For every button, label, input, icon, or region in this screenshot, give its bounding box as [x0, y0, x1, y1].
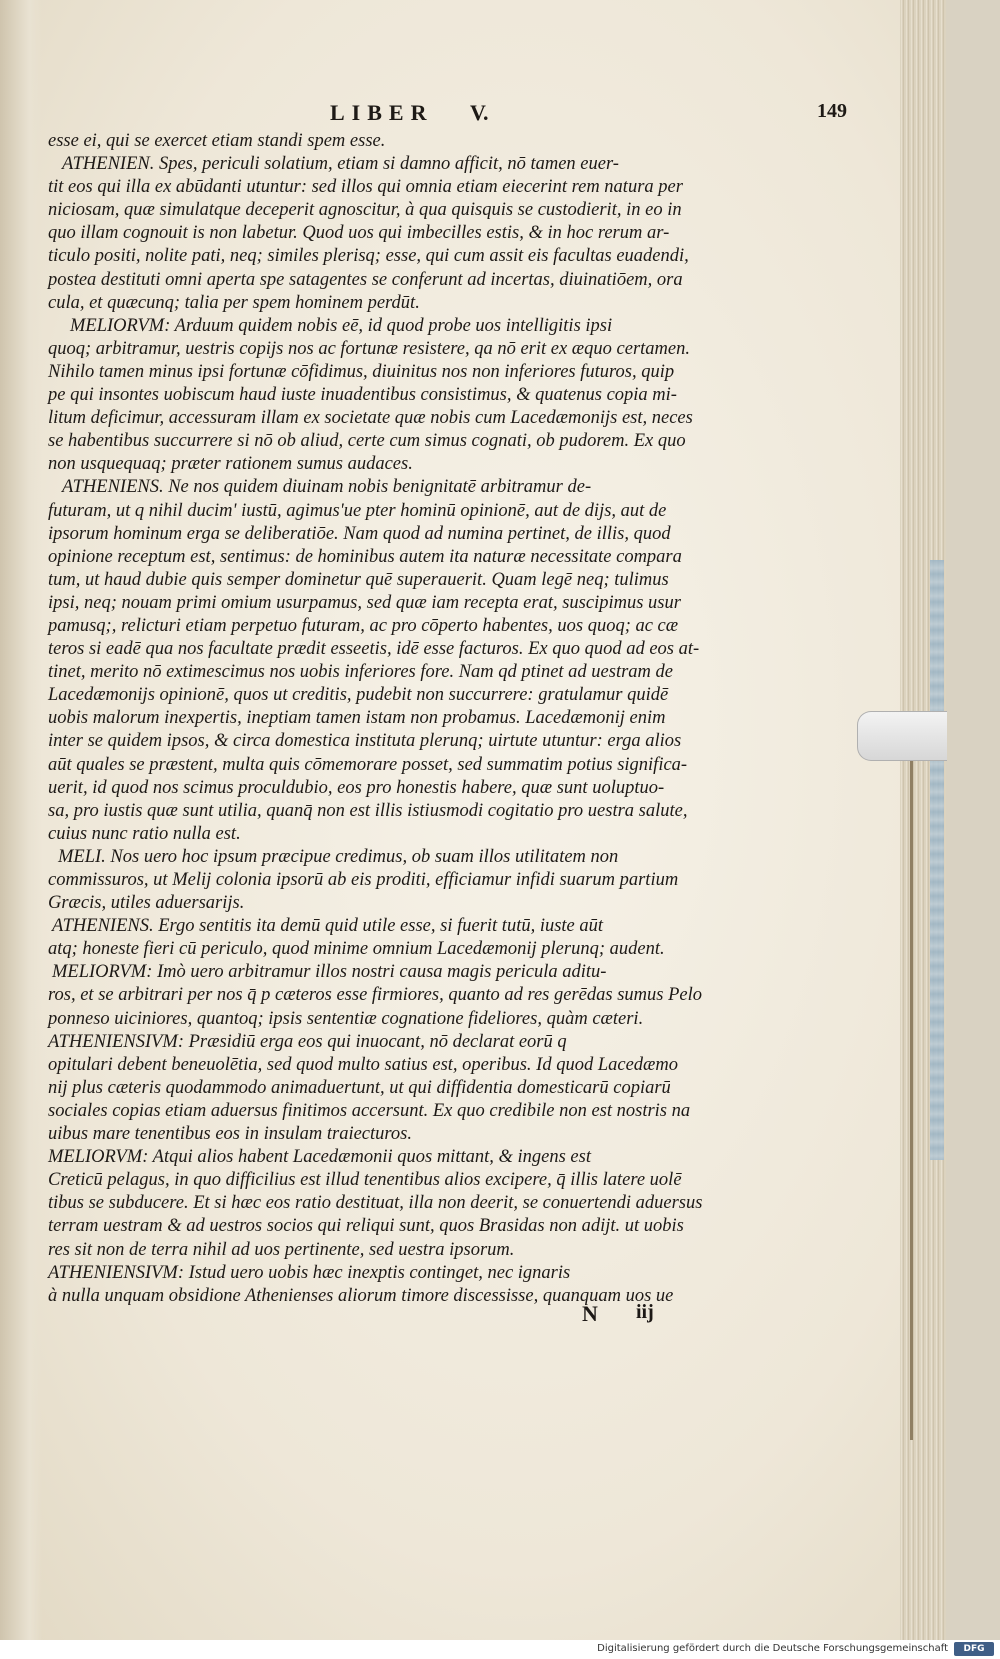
text-line: inter se quidem ipsos, & circa domestica instituta plerunq; uirtute utuntur: erga alios: [48, 731, 682, 752]
signature-numeral: iij: [636, 1301, 654, 1323]
text-line: terram uestram & ad uestros socios qui reliqui sunt, quos Brasidas non adijt. ut uobis: [48, 1216, 684, 1237]
text-line: uobis malorum inexpertis, ineptiam tamen istam non probamus. Lacedæmonij enim: [48, 708, 666, 729]
running-head-book: V.: [470, 100, 489, 125]
text-line: opinione receptum est, sentimus: de hominibus autem ita naturæ necessitate compara: [48, 546, 682, 567]
text-line: sociales copias etiam aduersus finitimos accersunt. Ex quo credibile non est nostris na: [48, 1100, 691, 1121]
text-line: ipsorum hominum erga se deliberatiōe. Nam quod ad numina pertinet, de illis, quod: [48, 523, 671, 544]
gutter-shadow: [0, 0, 42, 1640]
text-line: tum, ut haud dubie quis semper dominetur quē superauerit. Quam legē neq; tulimus: [48, 569, 669, 590]
running-head-title: LIBER: [330, 100, 434, 125]
text-line: cuius nunc ratio nulla est.: [48, 823, 241, 844]
text-line: non usquequaq; præter rationem sumus audaces.: [48, 454, 413, 475]
text-line: uibus mare tenentibus eos in insulam traiecturos.: [48, 1124, 412, 1145]
text-line: ponneso uiciniores, quantoq; ipsis sententiæ cognatione fideliores, quàm cæteri.: [48, 1008, 644, 1029]
text-line: ipsi, neq; nouam primi omium usurpamus, sed quæ iam recepta erat, suscipimus usur: [48, 592, 681, 613]
text-line: pamusq;, relicturi etiam perpetuo futuram, ac pro cōperto habentes, uos quoq; ac cæ: [48, 615, 679, 636]
text-line: se habentibus succurrere si nō ob aliud, certe cum simus cognati, ob pudorem. Ex quo: [48, 431, 686, 452]
text-line: atq; honeste fieri cū periculo, quod minime omnium Lacedæmonij plerunq; audent.: [48, 939, 665, 960]
footer-credit: Digitalisierung gefördert durch die Deutsche Forschungsgemeinschaft: [597, 1643, 948, 1654]
text-line: aūt quales se præstent, multa quis cōmemorare posset, sed summatim potius significa-: [48, 754, 688, 775]
fore-edge-shadow: [910, 720, 913, 1440]
text-line: quo illam cognouit is non labetur. Quod uos qui imbecilles estis, & in hoc rerum ar-: [48, 223, 670, 244]
text-line: opitulari debent beneuolētia, sed quod multo satius est, operibus. Id quod Lacedæmo: [48, 1054, 678, 1075]
text-line: MELIORVM: Imò uero arbitramur illos nostri causa magis pericula aditu-: [52, 962, 607, 983]
text-line: MELIORVM: Arduum quidem nobis eē, id quod probe uos intelligitis ipsi: [70, 315, 613, 336]
text-line: esse ei, qui se exercet etiam standi spem esse.: [48, 131, 386, 151]
text-line: ticulo positi, nolite pati, neq; similes plerisq; esse, qui cum assit eis facultas euadendi,: [48, 246, 689, 267]
text-line: à nulla unquam obsidione Athenienses aliorum timore discessisse, quanquam uos ue: [48, 1285, 674, 1306]
text-line: Lacedæmonijs opinionē, quos ut creditis, pudebit non succurrere: gratulamur quidē: [48, 685, 669, 706]
text-line: cula, et quæcunq; talia per spem hominem perdūt.: [48, 292, 420, 313]
text-line: nij plus cæteris quodammodo animaduertunt, ut qui diffidentia domesticarū copiarū: [48, 1077, 671, 1098]
text-line: sa, pro iustis quæ sunt utilia, quanq̄ non est illis istiusmodi cogitatio pro uestra salute,: [48, 800, 688, 821]
text-line: quoq; arbitramur, uestris copijs nos ac fortunæ resistere, qa nō erit ex æquo certamen.: [48, 338, 690, 359]
text-line: niciosam, quæ simulatque deceperit agnoscitur, à qua quisquis se custodierit, in eo in: [48, 200, 682, 221]
text-line: teros si eadē qua nos facultate prædit esseetis, idē esse facturos. Ex quo quod ad eos at-: [48, 639, 700, 660]
text-line: res sit non de terra nihil ad uos pertinente, sed uestra ipsorum.: [48, 1239, 515, 1260]
text-line: ros, et se arbitrari per nos q̄ p cæteros esse firmiores, quanto ad res gerēdas sumus Pelo: [48, 985, 702, 1006]
text-line: ATHENIENS. Ergo sentitis ita demū quid utile esse, si fuerit tutū, iuste aūt: [52, 916, 604, 937]
text-line: uerit, id quod nos scimus proculdubio, eos pro honestis habere, quæ sunt uoluptuo-: [48, 777, 665, 798]
text-line: tibus se subducere. Et si hæc eos ratio destituat, illa non deerit, se conuertendi aduersus: [48, 1193, 703, 1214]
text-line: ATHENIENS. Ne nos quidem diuinam nobis benignitatē arbitramur de-: [62, 477, 592, 498]
text-line: MELIORVM: Atqui alios habent Lacedæmonii quos mittant, & ingens est: [48, 1147, 591, 1168]
text-line: Nihilo tamen minus ipsi fortunæ cōfidimus, diuinitus nos non inferiores futuros, quip: [48, 361, 675, 382]
text-line: litum deficimur, accessuram illam ex societate quæ nobis cum Lacedæmonijs est, neces: [48, 408, 693, 429]
dfg-logo: DFG: [954, 1642, 994, 1656]
text-line: ATHENIEN. Spes, periculi solatium, etiam si damno afficit, nō tamen euer-: [62, 154, 619, 175]
text-line: tit eos qui illa ex abūdanti utuntur: sed illos qui omnia etiam eiecerint rem natura per: [48, 177, 683, 198]
text-line: Creticū pelagus, in quo difficilius est illud tenentibus alios excipere, q̄ illis latere uolē: [48, 1170, 682, 1191]
body-text: [48, 130, 800, 1308]
text-line: MELI. Nos uero hoc ipsum præcipue credimus, ob suam illos utilitatem non: [58, 846, 619, 867]
text-line: pe qui insontes uobiscum haud iuste inuadentibus consistimus, & quatenus copia mi-: [48, 385, 677, 406]
signature-letter: N: [582, 1301, 598, 1326]
text-line: ATHENIENSIVM: Præsidiū erga eos qui inuocant, nō declarat eorū q: [48, 1031, 567, 1052]
text-line: futuram, ut q nihil ducim' iustū, agimus'ue pter hominū opinionē, aut de dijs, aut de: [48, 500, 667, 521]
text-line: ATHENIENSIVM: Istud uero uobis hæc inexptis continget, nec ignaris: [48, 1262, 571, 1283]
stacked-pages-edge: [930, 560, 944, 1160]
text-line: Græcis, utiles aduersarijs.: [48, 893, 245, 914]
text-line: postea destituti omni aperta spe satagentes se conferunt ad incertas, diuinatiōem, ora: [48, 269, 683, 290]
page-number: 149: [817, 100, 847, 122]
text-line: tinet, merito nō extimescimus nos uobis inferiores fore. Nam qd ptinet ad uestram de: [48, 662, 673, 683]
page-clip: [857, 711, 947, 761]
text-line: commissuros, ut Melij colonia ipsorū ab eis proditi, efficiamur infidi suarum partium: [48, 870, 679, 890]
